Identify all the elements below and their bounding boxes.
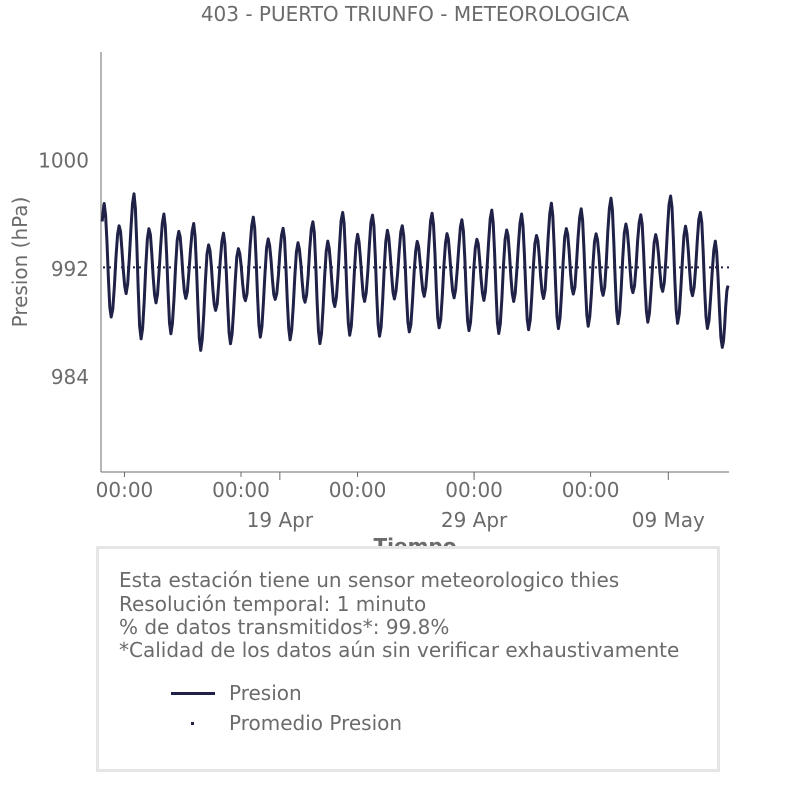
x-ticks — [96, 472, 620, 502]
y-tick-label: 1000 — [38, 148, 89, 173]
x-tick-label: 00:00 — [561, 478, 620, 502]
x-tick-label: 00:00 — [328, 478, 387, 502]
y-tick-label: 984 — [50, 365, 89, 390]
info-quality-note: *Calidad de los datos aún sin verificar exhaustivamente — [119, 638, 680, 662]
x-date-label: 19 Apr — [246, 508, 314, 532]
x-tick-label: 00:00 — [95, 478, 154, 502]
chart-title: 403 - PUERTO TRIUNFO - METEOROLOGICA — [200, 2, 630, 26]
legend-dot-swatch — [191, 722, 194, 725]
legend-line-swatch — [171, 692, 215, 695]
y-axis-label: Presion (hPa) — [8, 196, 32, 328]
x-tick-label: 00:00 — [212, 478, 270, 502]
info-resolution: Resolución temporal: 1 minuto — [119, 592, 427, 616]
legend-label-promedio: Promedio Presion — [229, 711, 403, 735]
y-ticks — [38, 148, 89, 389]
x-date-label: 29 Apr — [440, 508, 508, 532]
series-presion — [102, 194, 728, 351]
x-date-label: 09 May — [631, 508, 705, 532]
y-tick-label: 992 — [50, 256, 89, 281]
info-sensor: Esta estación tiene un sensor meteorologico thies — [119, 568, 620, 592]
info-transmitted: % de datos transmitidos*: 99.8% — [119, 615, 450, 639]
x-tick-label: 00:00 — [445, 478, 503, 502]
station-info-box — [96, 546, 720, 772]
legend-label-presion: Presion — [229, 681, 302, 705]
